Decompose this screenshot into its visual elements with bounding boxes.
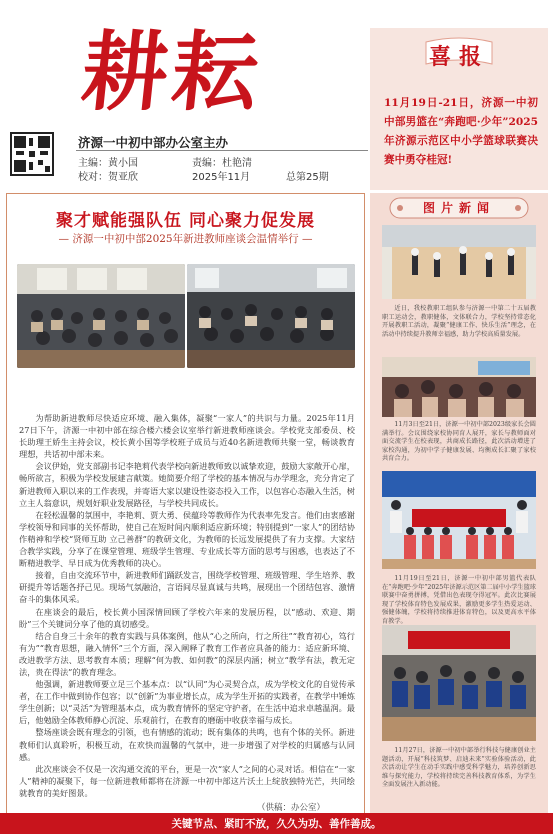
main-article [6, 193, 365, 825]
photo-news-image-1 [382, 225, 536, 299]
good-news-title: 喜报 [428, 44, 489, 70]
proofreader: 校对：贺亚欣 [78, 172, 138, 183]
article-title: 聚才赋能强队伍 同心聚力促发展 [56, 211, 315, 231]
photo-news-caption-2: 11月3日至21日，济源一中初中部2023级家长会圆满举行。会议围绕家校协同育人展开，家长与教师面对面交流学生在校表现，共商成长路径，此次活动增进了家校沟通，为初中学子健康发展、均衡成长汇聚了家校共育合力。 [382, 421, 536, 463]
article-paragraph: 整场座谈会既有理念的引领，也有情感的流动；既有集体的共鸣，也有个体的关怀。新进教师们认真聆听，积极互动，在欢快而温馨的气氛中，进一步增强了对学校的归属感与认同感。 [19, 727, 355, 762]
article-paragraph: 会议伊始，党支部副书记李艳莉代表学校向新进教师致以诚挚欢迎，鼓励大家敞开心扉，畅所欲言，积极为学校发展建言献策。她简要介绍了学校的基本情况与办学理念，充分肯定了新进教师入职以来的工作表现，并寄语大家以建设性姿态投入工作，以包容心态融入生活，树立主人翁意识，规划好职业发展路径，与学校共同成长。 [19, 461, 355, 508]
editor: 主编：黄小国 [78, 158, 138, 169]
photo-news-image-2 [382, 357, 536, 417]
article-paragraph: 在座谈会的最后，校长黄小国深情回顾了学校六年来的发展历程，以“感动、欢迎、期盼”三个关键词分享了他的真切感受。 [19, 606, 355, 629]
article-paragraph: 为帮助新进教师尽快适应环境、融入集体，凝聚“一家人”的共识与力量。2025年11月27日下午，济源一中初中部在综合楼六楼会议室举行新进教师座谈会。学校党支部委员、校长助理王娇生主持会议，校长黄小国等学校班子成员与近40名新进教师共聚一堂，畅谈教育理想，共话初中部未来。 [19, 413, 355, 460]
photo-news-column [370, 193, 548, 825]
publisher: 济源一中初中部办公室主办 [78, 135, 229, 150]
issue-date: 2025年11月 [192, 172, 251, 183]
photo-news-image-4 [382, 625, 536, 741]
article-source: （供稿：办公室） [257, 803, 326, 813]
masthead-title: 耕耘 [76, 22, 268, 123]
photo-news-caption-4: 11月27日，济源一中初中部举行科技与健康创业主题活动，开展“科技筑梦、启迪未来”实验体验活动，此次活动让学生在动手实践中感受科学魅力，培养创新思维与探究能力，学校将持续完善科技教育体系，为学生全面发展注入新动能。 [382, 747, 536, 789]
footer-motto: 关键节点、紧盯不放，久久为功、善作善成。 [171, 818, 382, 830]
article-subtitle: — 济源一中初中部2025年新进教师座谈会温情举行 — [58, 233, 313, 245]
meeting-photo-left [17, 264, 185, 368]
footer-bar [0, 813, 553, 834]
article-paragraph: 结合自身三十余年的教育实践与具体案例，他从“心之所向，行之所往”“教育初心，笃行有为”“教育思想，融入情怀”三个方面，深入阐释了教育工作者应具备的能力：适应新环境、改进教学方法、思考教育本质；理解“何为教、如何教”的深层内涵；树立“教学有法，教无定法，贵在得法”的教育理念。 [19, 630, 355, 677]
article-paragraph: 他强调，新进教师要立足三个基本点：以“认同”为心灵契合点，成为学校文化的自觉传承者，在工作中做到协作包容；以“创新”为事业增长点，成为学生开拓的实践者，在教学中锤炼学生创新；以“灵活”为管理基本点，成为教育情怀的坚定守护者，在生活中追求卓越温润。最后，他勉励全体教师静心沉淀、乐观前行，在教育的磨砺中收获幸福与成长。 [19, 679, 355, 726]
article-paragraph: 此次座谈会不仅是一次沟通交流的平台，更是一次“家人”之间的心灵对话。相信在“一家人”精神的凝聚下，每一位新进教师都将在济源一中初中部这片沃土上绽放独特光芒，共同绘就教育的美好图景。 [19, 763, 355, 798]
article-paragraph: 在轻松温馨的氛围中，李艳莉、贾大勇、侯蕴玲等教师作为代表率先发言。他们由衷感谢学校领导和同事的关怀帮助，使自己在短时间内顺利适应新环境；特别提到“一家人”的团结协作精神和学校“贤师互助 立己善群”的教研文化，为教师的长远发展提供了有力支撑。大家结合教学实践，分享了在课堂管理、班级学生管理、专业成长等方面的思考与困惑，也表达了不断精进教学、早日成为优秀教师的决心。 [19, 509, 355, 569]
meeting-photo-right [187, 264, 355, 368]
good-news-body: 11月19日-21日，济源一中初中部男篮在“奔跑吧·少年”2025年济源示范区中小学篮球联赛决赛中勇夺桂冠! [384, 97, 538, 166]
photo-news-title: 图片新闻 [422, 201, 495, 215]
article-paragraph: 接着，自由交流环节中，新进教师们踊跃发言，围绕学校管理、班级管理、学生培养、教研提升等话题各抒己见。现场气氛融洽，言语间尽显真诚与共鸣，展现出一个团结包容、激情奋斗的集体风采。 [19, 570, 355, 605]
duty-editor: 责编：杜艳清 [192, 158, 252, 169]
qr-code-icon [10, 132, 54, 176]
good-news-panel [370, 28, 548, 190]
masthead-divider [76, 150, 368, 151]
issue-number: 总第25期 [286, 172, 329, 183]
article-body [19, 412, 355, 799]
photo-news-caption-3: 11月19日至21日，济源一中初中部男篮代表队在“奔跑吧·少年”2025年济源示范区第二届中小学生篮球联赛中奋勇拼搏，凭借出色表现夺得冠军。此次比赛展现了学校体育特色发展成果，激励更多学生热爱运动、强健体魄，学校将持续推进体育特色，以及更高水平体育教学。 [382, 575, 536, 625]
photo-news-image-3 [382, 471, 536, 569]
photo-news-caption-1: 近日，我校教职工组队参与济源一中第二十五届教职工运动会，教职健体，文体联合力，学校坚持常态化开展教职工活动，凝聚“健康工作、快乐生活”理念，在活动中持续提升教师幸福感，助力学校高质量发展。 [382, 305, 536, 338]
